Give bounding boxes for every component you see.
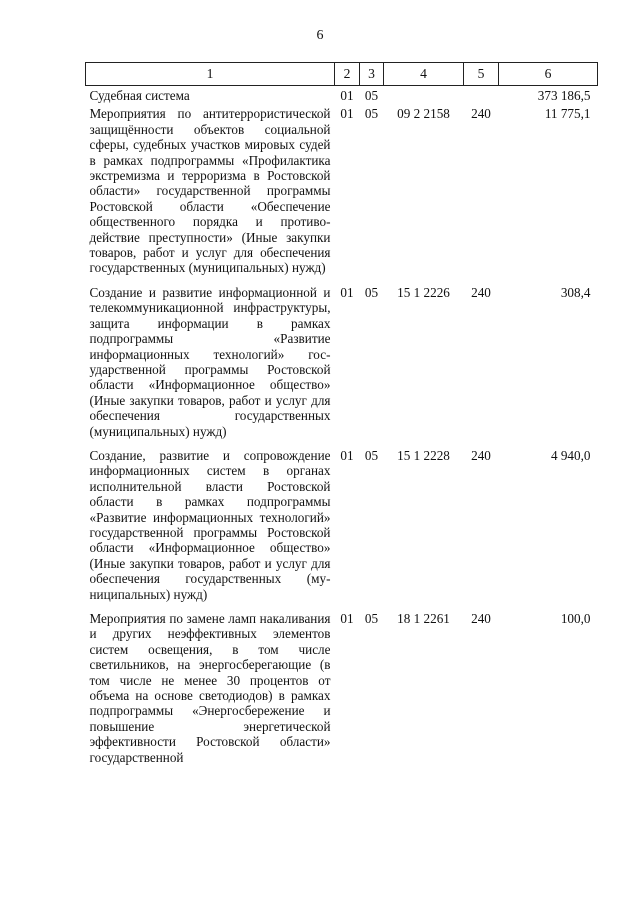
row-col-3: 05 [364,106,379,122]
table-row [86,86,598,106]
row-col-5: 240 [471,611,491,626]
row-col-2: 01 [340,611,354,626]
row-col-5: 240 [471,106,491,122]
header-row [86,63,598,86]
row-col-5: 240 [471,447,491,463]
table-row [86,447,598,610]
row-description: Мероприятия по замене ламп накаливания и других неэффективных элементов систем освещения, в том числе светильников, на энергосберегающие (в том числе не менее 30 процентов от объема на основе светодиодов) в рамках подпрограммы «Энергосбережение и повышение энергетической эффективности Ростовской области» государственной [89,611,331,765]
row-col-4: 15 1 2228 [397,447,450,463]
header-col-3: 3 [360,63,384,86]
row-col-4 [384,86,464,106]
row-col-2: 01 [340,88,354,103]
row-amount: 373 186,5 [537,88,591,103]
budget-table [85,62,598,773]
table-row [86,610,598,773]
row-col-3: 05 [364,611,379,626]
table-header [86,63,598,86]
row-amount: 4 940,0 [550,447,591,463]
row-col-4: 15 1 2226 [397,284,450,300]
row-amount: 308,4 [560,284,591,300]
header-col-6: 6 [499,63,598,86]
table-row [86,105,598,283]
row-col-4: 09 2 2158 [397,106,450,122]
row-description: Судебная система [89,88,190,103]
row-description: Создание и развитие информационной и телекоммуникационной инфраструктуры, защита информации в рамках подпрограммы «Развитие информационных технологий» государственной программы Ростовской области «Информационное общество» (Иные закупки товаров, работ и услуг для обеспечения государственных (муниципальных) нужд) [89,284,331,439]
row-col-5: 240 [471,284,491,300]
table-row [86,284,598,447]
row-description: Мероприятия по антитеррористической защищённости объектов социальной сферы, судебных участков мировых судей в рамках подпрограммы «Профилактика экстремизма и терроризма в Ростовской области» государственной программы Ростовской области «Обеспечение общественного порядка и противодействие преступности» (Иные закупки товаров, работ и услуг для обеспечения государственных (муниципальных) нужд) [89,106,331,276]
header-col-5: 5 [464,63,499,86]
header-col-1: 1 [86,63,335,86]
row-col-3: 05 [364,447,379,463]
row-amount: 100,0 [560,611,591,626]
row-description: Создание, развитие и сопровождение информационных систем в органах исполнительной власти Ростовской области в рамках подпрограммы «Развитие информационных технологий» государственной программы Ростовской области «Информационное общество» (Иные закупки товаров, работ и услуг для обеспечения государственных (муниципальных) нужд) [89,447,331,602]
page-number: 6 [316,28,324,43]
row-col-3: 05 [364,284,379,300]
header-col-4: 4 [384,63,464,86]
row-col-5 [464,86,499,106]
header-col-2: 2 [335,63,360,86]
row-col-2: 01 [340,106,354,122]
row-amount: 11 775,1 [544,106,591,122]
table-body [86,86,598,774]
row-col-3: 05 [364,88,379,103]
row-col-2: 01 [340,447,354,463]
row-col-4: 18 1 2261 [397,611,450,626]
row-col-2: 01 [340,284,354,300]
